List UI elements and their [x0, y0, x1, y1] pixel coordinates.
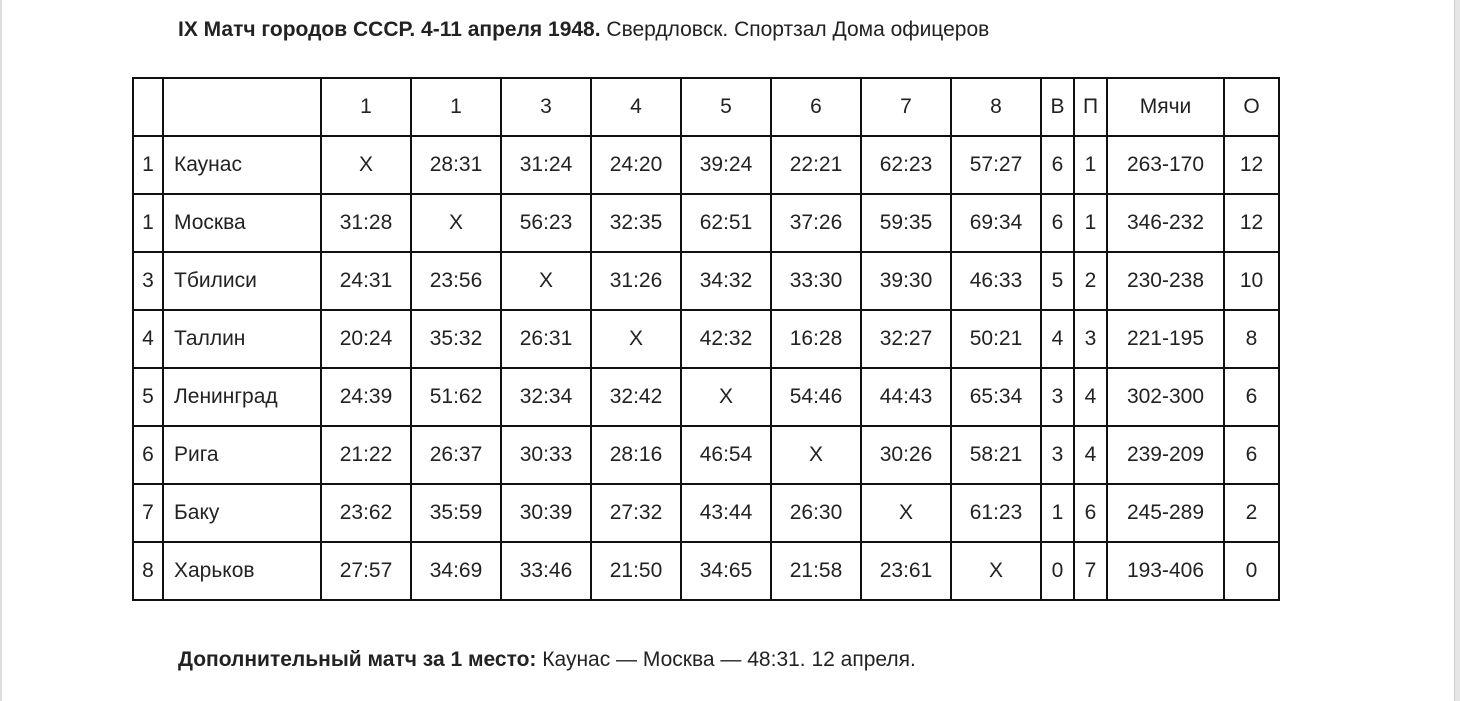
- score-cell: 46:54: [681, 426, 771, 484]
- score-cell: 54:46: [771, 368, 861, 426]
- column-header: 8: [951, 78, 1041, 136]
- column-header: Мячи: [1107, 78, 1224, 136]
- score-cell: 35:32: [411, 310, 501, 368]
- column-header: [133, 78, 163, 136]
- score-cell: 50:21: [951, 310, 1041, 368]
- score-cell: 34:69: [411, 542, 501, 600]
- score-cell: 23:56: [411, 252, 501, 310]
- column-header: 7: [861, 78, 951, 136]
- score-cell: 35:59: [411, 484, 501, 542]
- score-cell: 62:51: [681, 194, 771, 252]
- score-cell: 20:24: [321, 310, 411, 368]
- score-cell: X: [951, 542, 1041, 600]
- place-cell: 1: [133, 194, 163, 252]
- score-cell: 56:23: [501, 194, 591, 252]
- score-cell: 61:23: [951, 484, 1041, 542]
- team-name-cell: Харьков: [163, 542, 321, 600]
- score-cell: 30:39: [501, 484, 591, 542]
- score-cell: 65:34: [951, 368, 1041, 426]
- score-cell: 46:33: [951, 252, 1041, 310]
- wins-cell: 6: [1041, 136, 1074, 194]
- points-cell: 6: [1224, 368, 1279, 426]
- wins-cell: 3: [1041, 368, 1074, 426]
- team-name-cell: Тбилиси: [163, 252, 321, 310]
- balls-cell: 239-209: [1107, 426, 1224, 484]
- column-header: 3: [501, 78, 591, 136]
- losses-cell: 3: [1074, 310, 1107, 368]
- points-cell: 12: [1224, 194, 1279, 252]
- score-cell: 51:62: [411, 368, 501, 426]
- score-cell: 32:35: [591, 194, 681, 252]
- score-cell: 42:32: [681, 310, 771, 368]
- place-cell: 3: [133, 252, 163, 310]
- losses-cell: 1: [1074, 136, 1107, 194]
- score-cell: 59:35: [861, 194, 951, 252]
- extra-match-note: [178, 648, 916, 672]
- score-cell: 39:24: [681, 136, 771, 194]
- score-cell: 33:30: [771, 252, 861, 310]
- column-header: 1: [321, 78, 411, 136]
- wins-cell: 3: [1041, 426, 1074, 484]
- table-header-row: [133, 78, 1279, 136]
- score-cell: 27:32: [591, 484, 681, 542]
- column-header: О: [1224, 78, 1279, 136]
- losses-cell: 6: [1074, 484, 1107, 542]
- score-cell: X: [411, 194, 501, 252]
- balls-cell: 245-289: [1107, 484, 1224, 542]
- score-cell: 34:32: [681, 252, 771, 310]
- score-cell: 28:31: [411, 136, 501, 194]
- points-cell: 6: [1224, 426, 1279, 484]
- table-row: [133, 426, 1279, 484]
- column-header: 1: [411, 78, 501, 136]
- score-cell: 37:26: [771, 194, 861, 252]
- place-cell: 5: [133, 368, 163, 426]
- balls-cell: 346-232: [1107, 194, 1224, 252]
- title-rest: Свердловск. Спортзал Дома офицеров: [600, 18, 990, 41]
- score-cell: 21:22: [321, 426, 411, 484]
- score-cell: 27:57: [321, 542, 411, 600]
- score-cell: 32:42: [591, 368, 681, 426]
- results-table: [132, 77, 1280, 601]
- score-cell: X: [861, 484, 951, 542]
- score-cell: 22:21: [771, 136, 861, 194]
- team-name-cell: Таллин: [163, 310, 321, 368]
- score-cell: 44:43: [861, 368, 951, 426]
- column-header: В: [1041, 78, 1074, 136]
- score-cell: 24:31: [321, 252, 411, 310]
- column-header: 4: [591, 78, 681, 136]
- losses-cell: 7: [1074, 542, 1107, 600]
- note-rest: Каунас — Москва — 48:31. 12 апреля.: [536, 648, 916, 671]
- score-cell: 28:16: [591, 426, 681, 484]
- score-cell: 34:65: [681, 542, 771, 600]
- score-cell: X: [591, 310, 681, 368]
- table-row: [133, 542, 1279, 600]
- points-cell: 10: [1224, 252, 1279, 310]
- score-cell: 57:27: [951, 136, 1041, 194]
- column-header: 6: [771, 78, 861, 136]
- score-cell: X: [771, 426, 861, 484]
- score-cell: 62:23: [861, 136, 951, 194]
- column-header: П: [1074, 78, 1107, 136]
- table-row: [133, 136, 1279, 194]
- score-cell: 33:46: [501, 542, 591, 600]
- balls-cell: 193-406: [1107, 542, 1224, 600]
- score-cell: 16:28: [771, 310, 861, 368]
- score-cell: 21:58: [771, 542, 861, 600]
- team-name-cell: Баку: [163, 484, 321, 542]
- points-cell: 12: [1224, 136, 1279, 194]
- place-cell: 6: [133, 426, 163, 484]
- place-cell: 7: [133, 484, 163, 542]
- score-cell: 26:37: [411, 426, 501, 484]
- score-cell: X: [681, 368, 771, 426]
- score-cell: 24:20: [591, 136, 681, 194]
- losses-cell: 4: [1074, 368, 1107, 426]
- balls-cell: 263-170: [1107, 136, 1224, 194]
- wins-cell: 4: [1041, 310, 1074, 368]
- place-cell: 8: [133, 542, 163, 600]
- points-cell: 0: [1224, 542, 1279, 600]
- wins-cell: 5: [1041, 252, 1074, 310]
- score-cell: X: [321, 136, 411, 194]
- table-row: [133, 310, 1279, 368]
- score-cell: 32:34: [501, 368, 591, 426]
- points-cell: 2: [1224, 484, 1279, 542]
- points-cell: 8: [1224, 310, 1279, 368]
- table-row: [133, 252, 1279, 310]
- title-bold: IX Матч городов СССР. 4-11 апреля 1948.: [178, 18, 601, 41]
- losses-cell: 1: [1074, 194, 1107, 252]
- score-cell: 31:28: [321, 194, 411, 252]
- column-header: [163, 78, 321, 136]
- team-name-cell: Каунас: [163, 136, 321, 194]
- place-cell: 4: [133, 310, 163, 368]
- score-cell: 43:44: [681, 484, 771, 542]
- score-cell: 23:61: [861, 542, 951, 600]
- page-left-border: [0, 0, 2, 701]
- score-cell: 58:21: [951, 426, 1041, 484]
- score-cell: 30:33: [501, 426, 591, 484]
- table-row: [133, 484, 1279, 542]
- team-name-cell: Ленинград: [163, 368, 321, 426]
- score-cell: 39:30: [861, 252, 951, 310]
- wins-cell: 0: [1041, 542, 1074, 600]
- score-cell: X: [501, 252, 591, 310]
- wins-cell: 1: [1041, 484, 1074, 542]
- team-name-cell: Рига: [163, 426, 321, 484]
- page-scrollbar[interactable]: [1454, 0, 1460, 701]
- score-cell: 24:39: [321, 368, 411, 426]
- score-cell: 23:62: [321, 484, 411, 542]
- score-cell: 21:50: [591, 542, 681, 600]
- results-table-body: [133, 78, 1279, 600]
- table-row: [133, 368, 1279, 426]
- losses-cell: 2: [1074, 252, 1107, 310]
- team-name-cell: Москва: [163, 194, 321, 252]
- column-header: 5: [681, 78, 771, 136]
- score-cell: 69:34: [951, 194, 1041, 252]
- score-cell: 30:26: [861, 426, 951, 484]
- score-cell: 26:30: [771, 484, 861, 542]
- balls-cell: 302-300: [1107, 368, 1224, 426]
- table-row: [133, 194, 1279, 252]
- note-bold: Дополнительный матч за 1 место:: [178, 648, 537, 671]
- wins-cell: 6: [1041, 194, 1074, 252]
- page-title: [178, 18, 989, 42]
- score-cell: 31:24: [501, 136, 591, 194]
- balls-cell: 221-195: [1107, 310, 1224, 368]
- score-cell: 26:31: [501, 310, 591, 368]
- score-cell: 31:26: [591, 252, 681, 310]
- losses-cell: 4: [1074, 426, 1107, 484]
- score-cell: 32:27: [861, 310, 951, 368]
- place-cell: 1: [133, 136, 163, 194]
- balls-cell: 230-238: [1107, 252, 1224, 310]
